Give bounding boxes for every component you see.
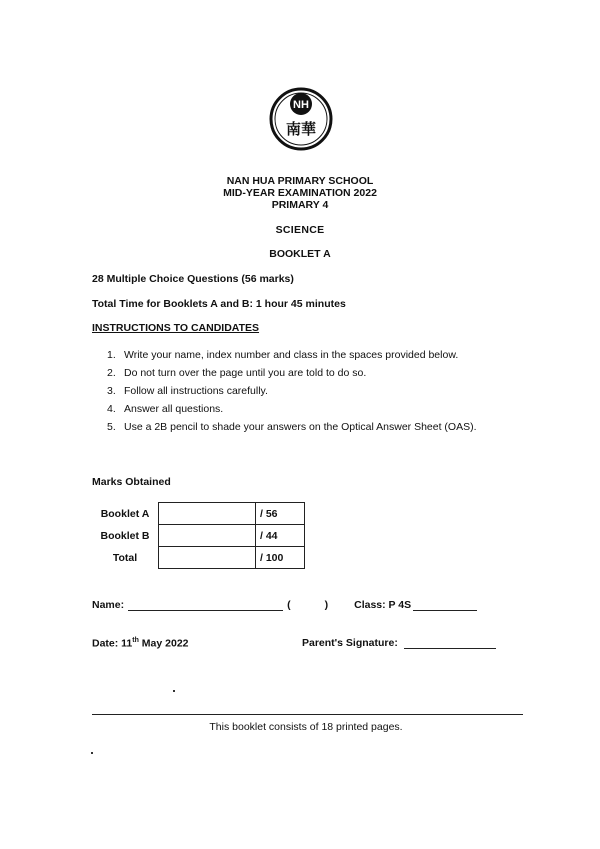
table-row (92, 547, 305, 569)
marks-entry-box (159, 503, 256, 525)
marks-heading: Marks Obtained (92, 476, 171, 488)
name-row (92, 599, 477, 611)
level: PRIMARY 4 (271, 199, 329, 211)
school-logo (269, 87, 333, 151)
marks-label: Booklet B (100, 529, 150, 542)
instruction-item: 4. Answer all questions. (107, 403, 224, 415)
table-row (92, 503, 305, 525)
scan-speck (91, 752, 93, 754)
marks-table (92, 502, 305, 569)
instructions-list (107, 346, 477, 436)
marks-max: / 100 (256, 547, 305, 569)
logo-monogram: NH (293, 99, 309, 111)
instructions-heading: INSTRUCTIONS TO CANDIDATES (92, 322, 260, 334)
date-row (92, 637, 189, 650)
table-row (92, 525, 305, 547)
logo-chinese: 南華 (285, 120, 317, 138)
marks-label: Total (112, 551, 138, 564)
marks-entry-box (159, 525, 256, 547)
signature-label: Parent's Signature: (302, 637, 398, 649)
subject: SCIENCE (275, 224, 325, 236)
scan-speck (173, 690, 175, 692)
signature-row (302, 637, 496, 649)
instruction-item: 3. Follow all instructions carefully. (107, 385, 268, 397)
booklet-title: BOOKLET A (269, 248, 331, 260)
marks-max: / 56 (256, 503, 305, 525)
time-summary: Total Time for Booklets A and B: 1 hour 45 minutes (92, 298, 346, 310)
footer-divider (92, 714, 523, 715)
instruction-item: 2. Do not turn over the page until you are told to do so. (107, 367, 367, 379)
name-label: Name: (92, 599, 125, 611)
date-value: May 2022 (138, 637, 189, 650)
class-blank (413, 599, 477, 611)
marks-max: / 44 (256, 525, 305, 547)
instruction-item: 5. Use a 2B pencil to shade your answers on the Optical Answer Sheet (OAS). (107, 421, 477, 433)
class-label: Class: P 4S (354, 599, 412, 611)
question-summary: 28 Multiple Choice Questions (56 marks) (92, 273, 294, 285)
instruction-item: 1. Write your name, index number and class in the spaces provided below. (107, 349, 459, 361)
signature-blank (404, 637, 496, 649)
date-suffix: th (132, 637, 139, 644)
exam-name: MID-YEAR EXAMINATION 2022 (223, 187, 377, 199)
index-close: ) (324, 599, 329, 611)
page-count-note: This booklet consists of 18 printed pages. (209, 721, 403, 733)
marks-entry-box (159, 547, 256, 569)
school-name: NAN HUA PRIMARY SCHOOL (226, 175, 374, 187)
date-label: Date: 11 (92, 637, 133, 650)
name-blank (128, 599, 283, 611)
index-open: ( (287, 599, 291, 611)
marks-label: Booklet A (100, 507, 150, 520)
